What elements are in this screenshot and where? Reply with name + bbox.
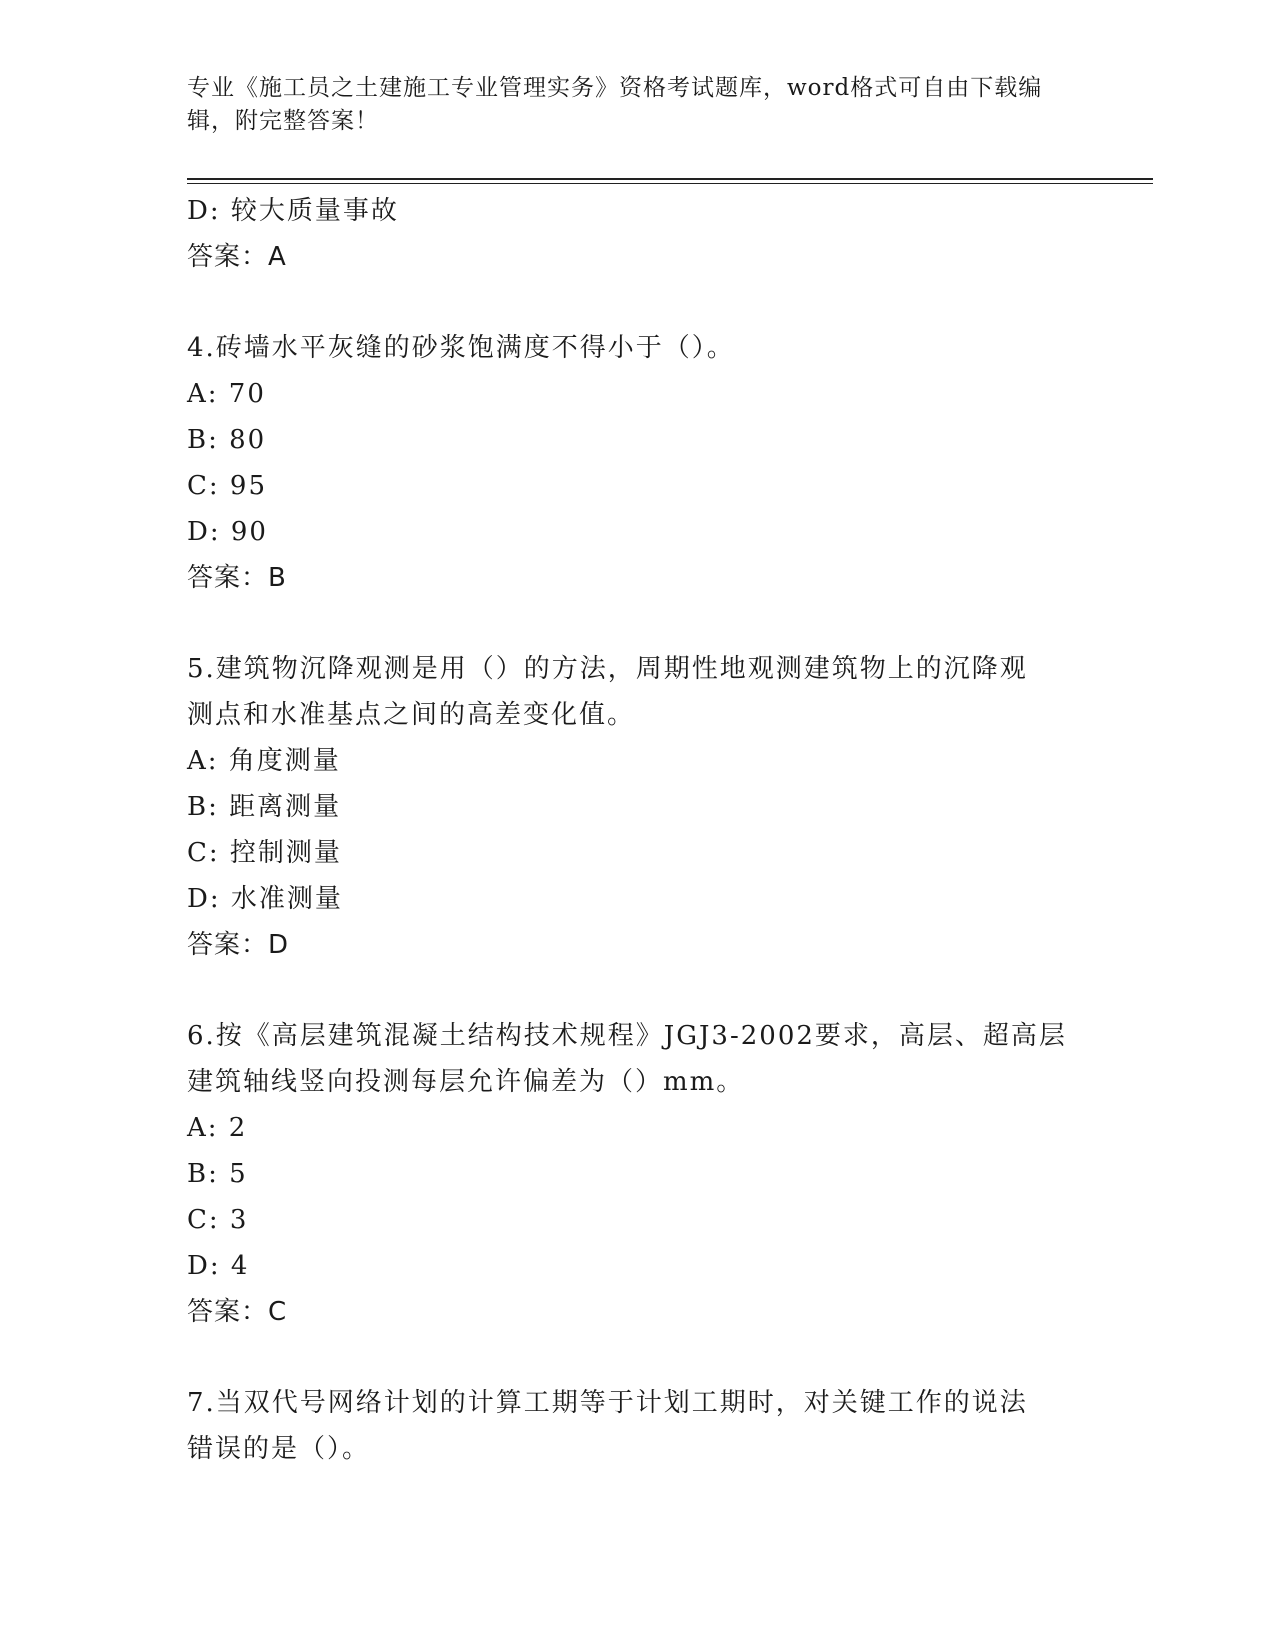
question-stem-continued: 测点和水准基点之间的高差变化值。 bbox=[187, 700, 636, 730]
question-stem: 4.砖墙水平灰缝的砂浆饱满度不得小于（）。 bbox=[187, 333, 735, 363]
answer: 答案：C bbox=[187, 1297, 288, 1327]
document-header: 专业《施工员之土建施工专业管理实务》资格考试题库，word格式可自由下载编辑，附完整答案！ bbox=[187, 75, 1043, 134]
option-d: D: 较大质量事故 bbox=[187, 196, 399, 226]
question-stem: 5.建筑物沉降观测是用（）的方法，周期性地观测建筑物上的沉降观 bbox=[187, 654, 1028, 684]
option-c: C: 95 bbox=[187, 471, 268, 501]
question-stem: 7.当双代号网络计划的计算工期等于计划工期时，对关键工作的说法 bbox=[187, 1388, 1028, 1418]
question-stem-continued: 错误的是（）。 bbox=[187, 1434, 371, 1464]
answer: 答案：D bbox=[187, 930, 290, 960]
option-a: A: 角度测量 bbox=[187, 746, 341, 776]
question-list bbox=[187, 188, 1087, 1472]
option-a: A: 2 bbox=[187, 1113, 248, 1143]
answer: 答案：B bbox=[187, 563, 287, 593]
option-d: D: 90 bbox=[187, 517, 268, 547]
option-d: D: 4 bbox=[187, 1251, 250, 1281]
option-b: B: 80 bbox=[187, 425, 267, 455]
option-a: A: 70 bbox=[187, 379, 266, 409]
option-c: C: 3 bbox=[187, 1205, 249, 1235]
option-b: B: 5 bbox=[187, 1159, 248, 1189]
option-c: C: 控制测量 bbox=[187, 838, 342, 868]
question-stem: 6.按《高层建筑混凝土结构技术规程》JGJ3-2002要求，高层、超高层 bbox=[187, 1021, 1067, 1051]
header-divider-thick bbox=[187, 178, 1153, 180]
answer: 答案：A bbox=[187, 242, 287, 272]
question-stem-continued: 建筑轴线竖向投测每层允许偏差为（）mm。 bbox=[187, 1067, 745, 1097]
header-divider-thin bbox=[187, 183, 1153, 184]
option-d: D: 水准测量 bbox=[187, 884, 343, 914]
option-b: B: 距离测量 bbox=[187, 792, 342, 822]
